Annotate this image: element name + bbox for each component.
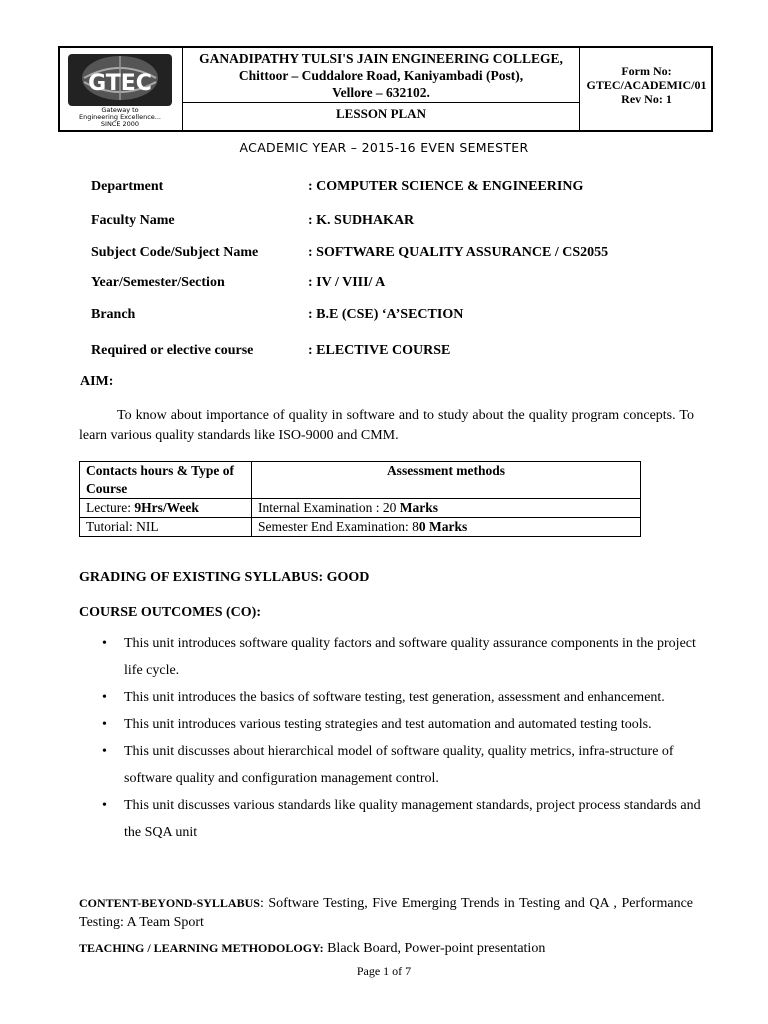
list-item-text: This unit discusses various standards like quality management standards, project process standards and the SQA unit: [124, 798, 701, 840]
subject-label: Subject Code/Subject Name: [91, 245, 259, 260]
divider: [182, 102, 579, 103]
globe-logo-icon: [60, 48, 182, 130]
grading-heading: GRADING OF EXISTING SYLLABUS: GOOD: [79, 570, 370, 585]
list-item: [100, 711, 710, 738]
list-item: [100, 684, 710, 711]
college-name: GANADIPATHY TULSI'S JAIN ENGINEERING COLLEGE,: [199, 51, 563, 66]
table-row: [80, 462, 641, 499]
assessment-table: [79, 461, 641, 537]
logo-tagline-2: Engineering Excellence...: [79, 113, 161, 121]
college-name-block: [183, 50, 579, 101]
table-cell: [80, 499, 252, 518]
table-cell: [252, 499, 641, 518]
aim-text: To know about importance of quality in software and to study about the quality program concepts. To learn various quality standards like ISO-9000 and CMM.: [79, 408, 694, 443]
academic-year: ACADEMIC YEAR – 2015-16 EVEN SEMESTER: [239, 140, 529, 155]
form-no: GTEC/ACADEMIC/01: [586, 78, 707, 92]
list-item-text: This unit discusses about hierarchical model of software quality, quality metrics, infra-structure of software quality and configuration management control.: [124, 744, 674, 786]
course-type-label: Required or elective course: [91, 343, 254, 358]
header-table: [58, 46, 713, 132]
table-cell: Tutorial: NIL: [80, 518, 252, 537]
bullet-icon: •: [102, 798, 107, 813]
course-outcomes-heading: COURSE OUTCOMES (CO):: [79, 605, 262, 620]
table-header-cell: Contacts hours & Type of Course: [80, 462, 252, 499]
cell-text-bold: 9Hrs/Week: [134, 500, 199, 515]
subject-value: : SOFTWARE QUALITY ASSURANCE / CS2055: [308, 245, 609, 260]
list-item: [100, 792, 710, 846]
list-item-text: This unit introduces the basics of software testing, test generation, assessment and enhancement.: [124, 690, 665, 705]
year-value: : IV / VIII/ A: [308, 275, 386, 290]
table-row: [80, 499, 641, 518]
cell-text-bold: Marks: [399, 500, 438, 515]
list-item-text: This unit introduces software quality factors and software quality assurance components in the project life cycle.: [124, 636, 696, 678]
bullet-icon: •: [102, 690, 107, 705]
cell-text: Lecture:: [86, 500, 135, 515]
page-number: Page 1 of 7: [356, 964, 412, 978]
year-label: Year/Semester/Section: [91, 275, 225, 290]
college-address: Chittoor – Cuddalore Road, Kaniyambadi (Post),: [238, 68, 524, 83]
faculty-value: : K. SUDHAKAR: [308, 213, 415, 228]
logo-tagline-1: Gateway to: [101, 106, 139, 114]
table-cell: [252, 518, 641, 537]
list-item-text: This unit introduces various testing strategies and test automation and automated testing tools.: [124, 717, 652, 732]
bullet-icon: •: [102, 717, 107, 732]
teaching-text: Black Board, Power-point presentation: [323, 941, 546, 956]
form-no-label: Form No:: [621, 64, 672, 78]
course-type-value: : ELECTIVE COURSE: [308, 343, 451, 358]
college-city: Vellore – 632102.: [332, 85, 430, 100]
teaching-label: TEACHING / LEARNING METHODOLOGY:: [79, 941, 324, 955]
department-label: Department: [91, 179, 164, 194]
teaching-methodology: [79, 941, 545, 957]
list-item: [100, 630, 710, 684]
content-beyond-label: CONTENT-BEYOND-SYLLABUS: [79, 896, 260, 910]
doc-type: LESSON PLAN: [336, 106, 426, 121]
rev-no: Rev No: 1: [621, 92, 672, 106]
bullet-icon: •: [102, 744, 107, 759]
aim-heading: AIM:: [80, 374, 114, 389]
cell-text: Internal Examination : 20: [258, 500, 400, 515]
table-row: [80, 518, 641, 537]
branch-label: Branch: [91, 307, 136, 322]
cell-text: Semester End Examination: 8: [258, 519, 419, 534]
department-value: : COMPUTER SCIENCE & ENGINEERING: [308, 179, 584, 194]
branch-value: : B.E (CSE) ‘A’SECTION: [308, 307, 464, 322]
table-header-cell: Assessment methods: [252, 462, 641, 499]
content-beyond-text: : Software Testing, Five Emerging Trends in Testing and QA , Performance Testing: A Team Sport: [79, 896, 693, 930]
college-logo: [60, 48, 182, 130]
logo-tagline-3: SINCE 2000: [100, 120, 140, 128]
cell-text-bold: 0 Marks: [418, 519, 468, 534]
course-outcomes-list: [100, 630, 710, 846]
form-number-block: [580, 64, 713, 106]
logo-text: GTEC: [88, 71, 152, 96]
list-item: [100, 738, 710, 792]
content-beyond-syllabus: [79, 894, 693, 932]
faculty-label: Faculty Name: [91, 213, 175, 228]
bullet-icon: •: [102, 636, 107, 651]
